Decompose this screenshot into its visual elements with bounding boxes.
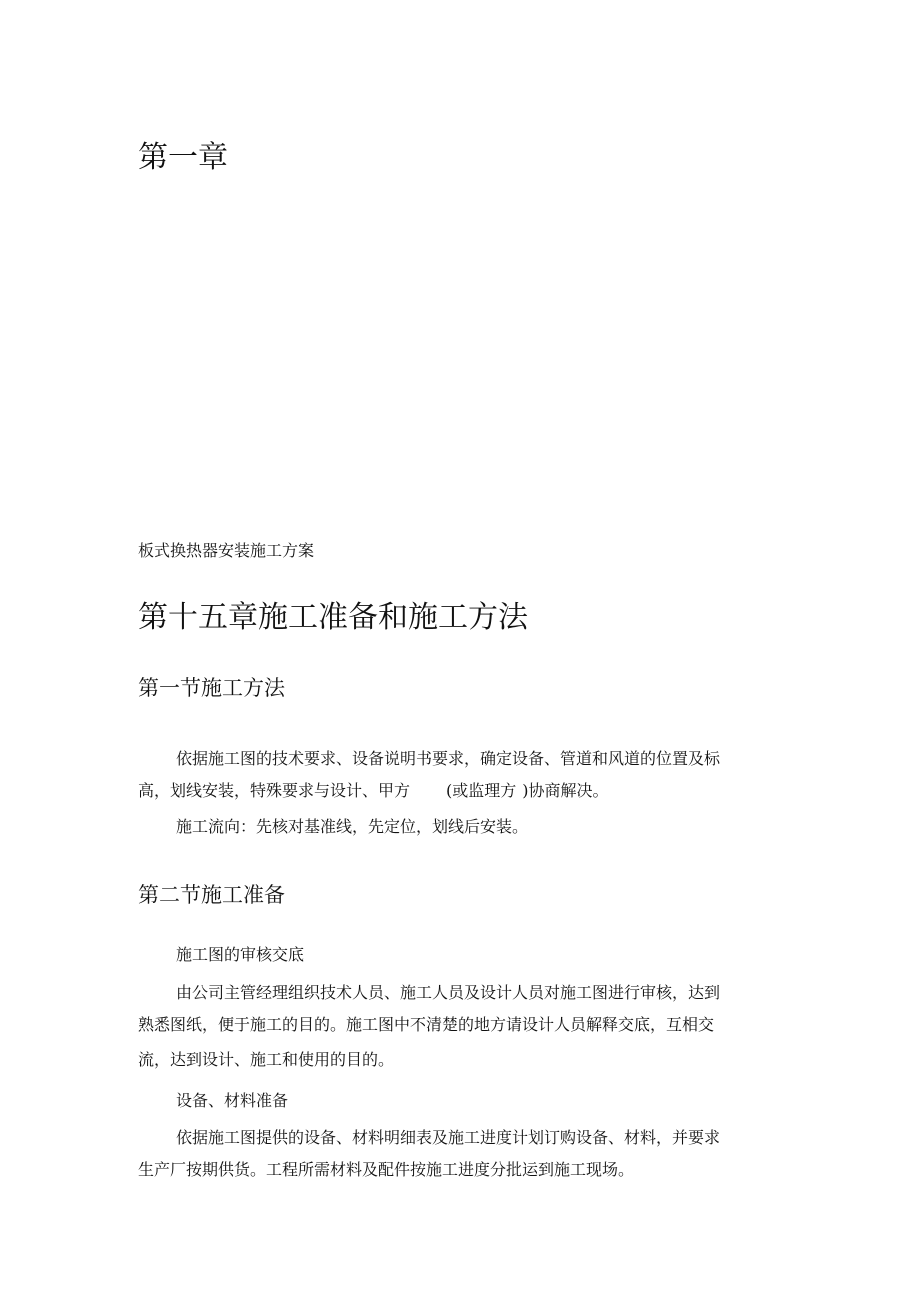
paragraph-line: 生产厂按期供货。工程所需材料及配件按施工进度分批运到施工现场。 xyxy=(138,1160,635,1179)
text-run: )协商解决。 xyxy=(522,781,609,800)
paragraph-line: 流，达到设计、施工和使用的目的。 xyxy=(138,1050,395,1069)
section-heading-preparation: 第二节施工准备 xyxy=(138,883,285,907)
paragraph-line xyxy=(138,780,609,802)
subheading-materials: 设备、材料准备 xyxy=(176,1091,289,1110)
chapter-heading: 第十五章施工准备和施工方法 xyxy=(138,600,528,635)
text-run: 高，划线安装，特殊要求与设计、甲方 xyxy=(138,781,411,800)
subheading-drawing-review: 施工图的审核交底 xyxy=(176,945,305,964)
text-run: (或监理方 xyxy=(446,781,517,800)
section-heading-methods: 第一节施工方法 xyxy=(138,676,285,700)
paragraph-line: 由公司主管经理组织技术人员、施工人员及设计人员对施工图进行审核，达到 xyxy=(176,983,721,1002)
paragraph-line: 熟悉图纸，便于施工的目的。施工图中不清楚的地方请设计人员解释交底，互相交 xyxy=(138,1015,715,1034)
document-title: 板式换热器安装施工方案 xyxy=(138,541,315,560)
paragraph-construction-flow: 施工流向：先核对基准线，先定位，划线后安装。 xyxy=(176,817,529,836)
cover-chapter-label: 第一章 xyxy=(138,140,228,175)
paragraph-line: 依据施工图的技术要求、设备说明书要求，确定设备、管道和风道的位置及标 xyxy=(176,749,721,768)
paragraph-line: 依据施工图提供的设备、材料明细表及施工进度计划订购设备、材料，并要求 xyxy=(176,1128,721,1147)
